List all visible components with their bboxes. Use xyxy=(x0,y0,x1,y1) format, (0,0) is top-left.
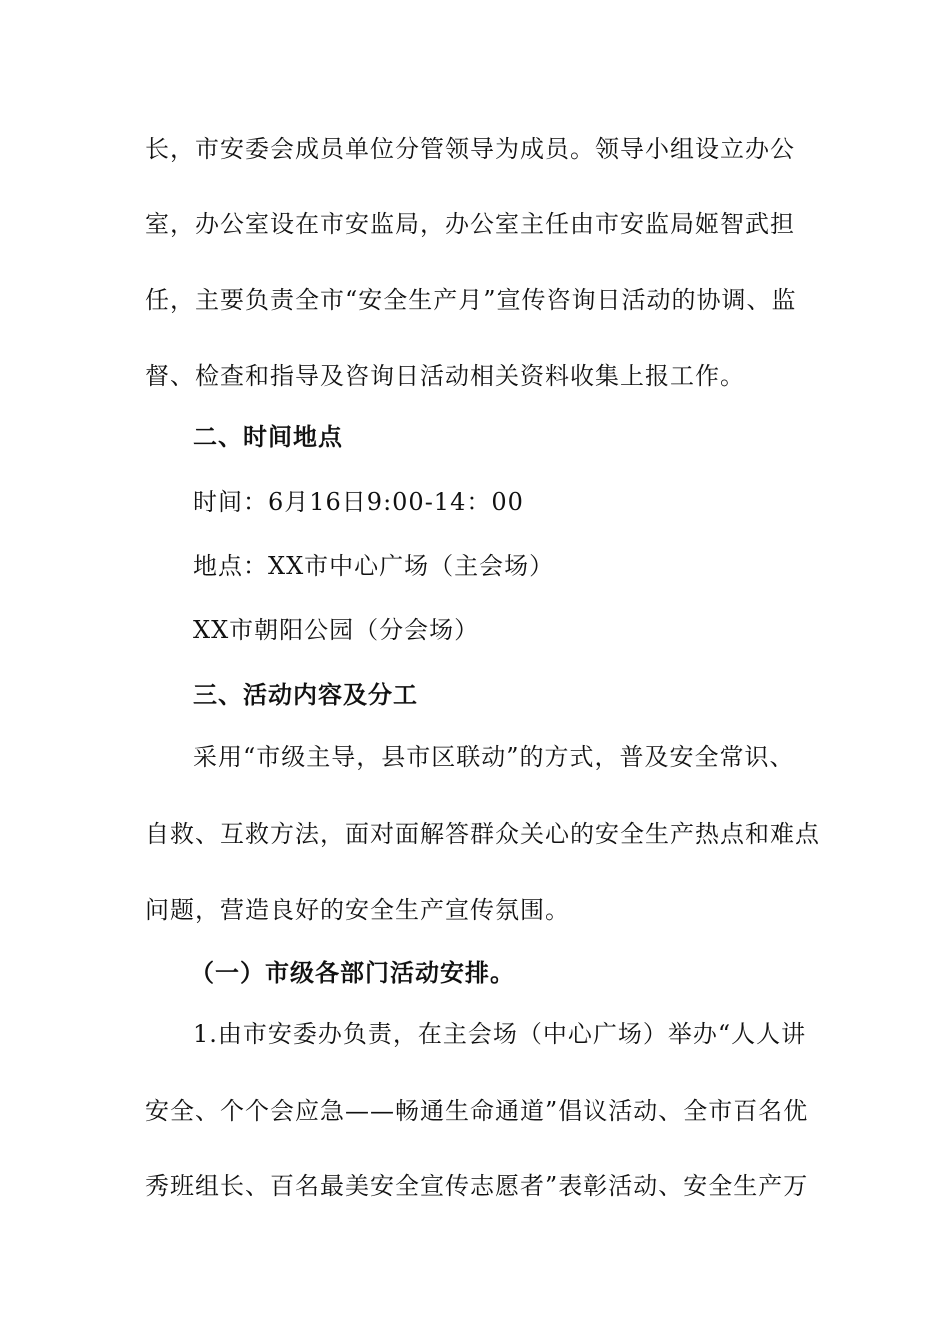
paragraph-line: 室，办公室设在市安监局，办公室主任由市安监局姬智武担 xyxy=(145,210,795,238)
paragraph-line: 长，市安委会成员单位分管领导为成员。领导小组设立办公 xyxy=(145,135,795,163)
paragraph-line: 问题，营造良好的安全生产宣传氛围。 xyxy=(145,896,570,924)
paragraph-line: 任，主要负责全市“安全生产月”宣传咨询日活动的协调、监 xyxy=(145,286,797,314)
time-line: 时间：6月16日9:00-14：00 xyxy=(193,488,524,516)
location-line: XX市朝阳公园（分会场） xyxy=(193,616,480,644)
paragraph-line: 秀班组长、百名最美安全宣传志愿者”表彰活动、安全生产万 xyxy=(145,1172,809,1200)
paragraph-line: 督、检查和指导及咨询日活动相关资料收集上报工作。 xyxy=(145,362,745,390)
location-line: 地点：XX市中心广场（主会场） xyxy=(193,552,555,580)
section-heading: 二、时间地点 xyxy=(193,422,343,451)
subsection-heading: （一）市级各部门活动安排。 xyxy=(190,958,515,987)
paragraph-line: 安全、个个会应急——畅通生命通道”倡议活动、全市百名优 xyxy=(145,1097,809,1125)
paragraph-line: 1.由市安委办负责，在主会场（中心广场）举办“人人讲 xyxy=(193,1020,807,1048)
section-heading: 三、活动内容及分工 xyxy=(193,680,418,709)
paragraph-line: 采用“市级主导，县市区联动”的方式，普及安全常识、 xyxy=(193,743,795,771)
paragraph-line: 自救、互救方法，面对面解答群众关心的安全生产热点和难点 xyxy=(145,820,820,848)
